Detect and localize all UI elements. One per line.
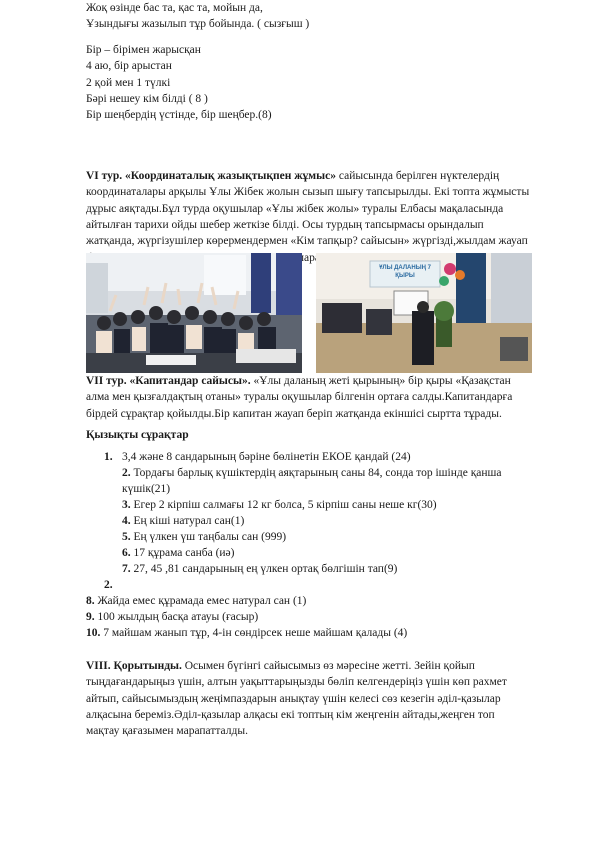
paragraph-text: айтылған тарихи ойды шебер жеткізе білді. Осы турдың тапсырмасы орындалып <box>86 218 484 231</box>
question-item <box>86 625 407 641</box>
question-text: 17 құрама санба (иә) <box>130 547 235 559</box>
question-item <box>122 513 244 529</box>
questions-heading-block <box>86 427 526 443</box>
question-number: 7. <box>122 563 131 575</box>
question-text: Жайда емес құрамада емес натурал сан (1) <box>94 595 307 607</box>
question-item <box>86 609 258 625</box>
paragraph-text: айтып, сайысымыздың жеңімпаздарын анықтау үшін келесі сөз кезегін әділ-қазылар <box>86 692 501 705</box>
paragraph-text: бірдей сұрақтар қойылды.Бір капитан жауап беріп жатқанда екіншісі сыртта тұрады. <box>86 407 502 420</box>
paragraph-text: дұрыс аяқтады.Бұл турда оқушылар «Ұлы жібек жолы» туралы Елбасы мақаласында <box>86 202 504 215</box>
question-item <box>122 545 235 561</box>
question-text: 27, 45 ,81 сандарының ең үлкен ортақ бөлгішін тап(9) <box>130 563 398 575</box>
paragraph-text: алма мен қызғалдақтың отаны» туралы оқушылар білгенін ортаға салды.Капитандарға <box>86 391 513 404</box>
question-number: 8. <box>86 595 95 607</box>
question-item <box>122 561 397 577</box>
question-number: 2. <box>122 467 131 479</box>
question-text: 7 майшам жанып тұр, 4-ін сөндірсек неше майшам қалады (4) <box>100 627 408 639</box>
section-7-paragraph <box>86 373 526 422</box>
classroom-audience-photo <box>86 253 302 373</box>
paragraph-text: «Ұлы даланың жеті қырының» бір қыры «Қазақстан <box>250 375 511 387</box>
paragraph-text: жатқанда, жүргізушілер көрермендермен «Кім тапқыр? сайысын» жүргізді,жылдам жауап <box>86 235 528 248</box>
question-item <box>122 529 286 545</box>
question-item <box>104 449 113 465</box>
riddle-line: Бір – бірімен жарысқан <box>86 44 201 56</box>
question-number: 5. <box>122 531 131 543</box>
riddle-line: Бір шеңбердің үстінде, бір шеңбер.(8) <box>86 109 272 122</box>
paragraph-text: алқасына береміз.Әділ-қазылар алқасы екі топтың кім жеңгенін айтады,жеңген топ <box>86 708 495 721</box>
question-text: 100 жылдың басқа атауы (ғасыр) <box>94 611 259 623</box>
question-number: 1. <box>104 451 113 463</box>
question-text: 3,4 және 8 сандарының бәріне бөлінетін ЕКОЕ қандай (24) <box>122 451 411 463</box>
riddle-line: Жоқ өзінде бас та, қас та, мойын да, <box>86 2 263 14</box>
question-item <box>86 593 306 609</box>
questions-heading: Қызықты сұрақтар <box>86 429 189 441</box>
section-7-title: VII тур. «Капитандар сайысы». <box>86 375 251 387</box>
question-text: Егер 2 кірпіш салмағы 12 кг болса, 5 кірпіш саны неше кг(30) <box>130 499 437 511</box>
riddle-block <box>86 42 526 124</box>
paragraph-text: сайысында берілген нүктелердің <box>335 170 500 182</box>
question-number: 10. <box>86 627 101 639</box>
paragraph-text: тыңдағандарыңыз үшін, алтын уақыттарыңызды бөліп келгендеріңіз үшін көп рахмет <box>86 676 507 689</box>
section-6-paragraph <box>86 168 530 266</box>
question-text: күшік(21) <box>122 483 171 495</box>
question-text: Ең үлкен үш таңбалы сан (999) <box>130 531 287 543</box>
riddle-line: Бәрі нешеу кім білді ( 8 ) <box>86 92 208 105</box>
section-8-title: VIII. Қорытынды. <box>86 660 182 672</box>
question-item <box>104 577 113 593</box>
question-number: 3. <box>122 499 131 511</box>
section-8-paragraph <box>86 658 526 740</box>
question-number: 2. <box>104 579 113 591</box>
riddle-line: Ұзындығы жазылып тұр бойында. ( сызғыш ) <box>86 18 310 31</box>
riddle-line: 4 аю, бір арыстан <box>86 60 172 73</box>
question-item <box>122 465 502 481</box>
question-number: 9. <box>86 611 95 623</box>
banner-text: ҰЛЫ ДАЛАНЫҢ 7 ҚЫРЫ <box>379 265 431 279</box>
riddle-line: 2 қой мен 1 түлкі <box>86 76 171 89</box>
paragraph-text: Осымен бүгінгі сайысымыз өз мәресіне жетті. Зейін қойып <box>181 660 475 672</box>
paragraph-text: координаталары арқылы Ұлы Жібек жолын сызып шығу тапсырылды. Екі топта жұмысты <box>86 186 530 199</box>
question-number: 6. <box>122 547 131 559</box>
question-text: Тордағы барлық күшіктердің аяқтарының саны 84, сонда тор ішінде қанша <box>130 467 502 479</box>
question-number: 4. <box>122 515 131 527</box>
paragraph-text: мақтау қағазымен марапатталды. <box>86 725 248 738</box>
section-6-title: VI тур. «Координаталық жазықтықпен жұмыс» <box>86 170 336 182</box>
question-item <box>122 497 437 513</box>
question-text: Ең кіші натурал сан(1) <box>130 515 245 527</box>
stage-presentation-photo <box>316 253 532 373</box>
riddle-block <box>86 0 526 33</box>
